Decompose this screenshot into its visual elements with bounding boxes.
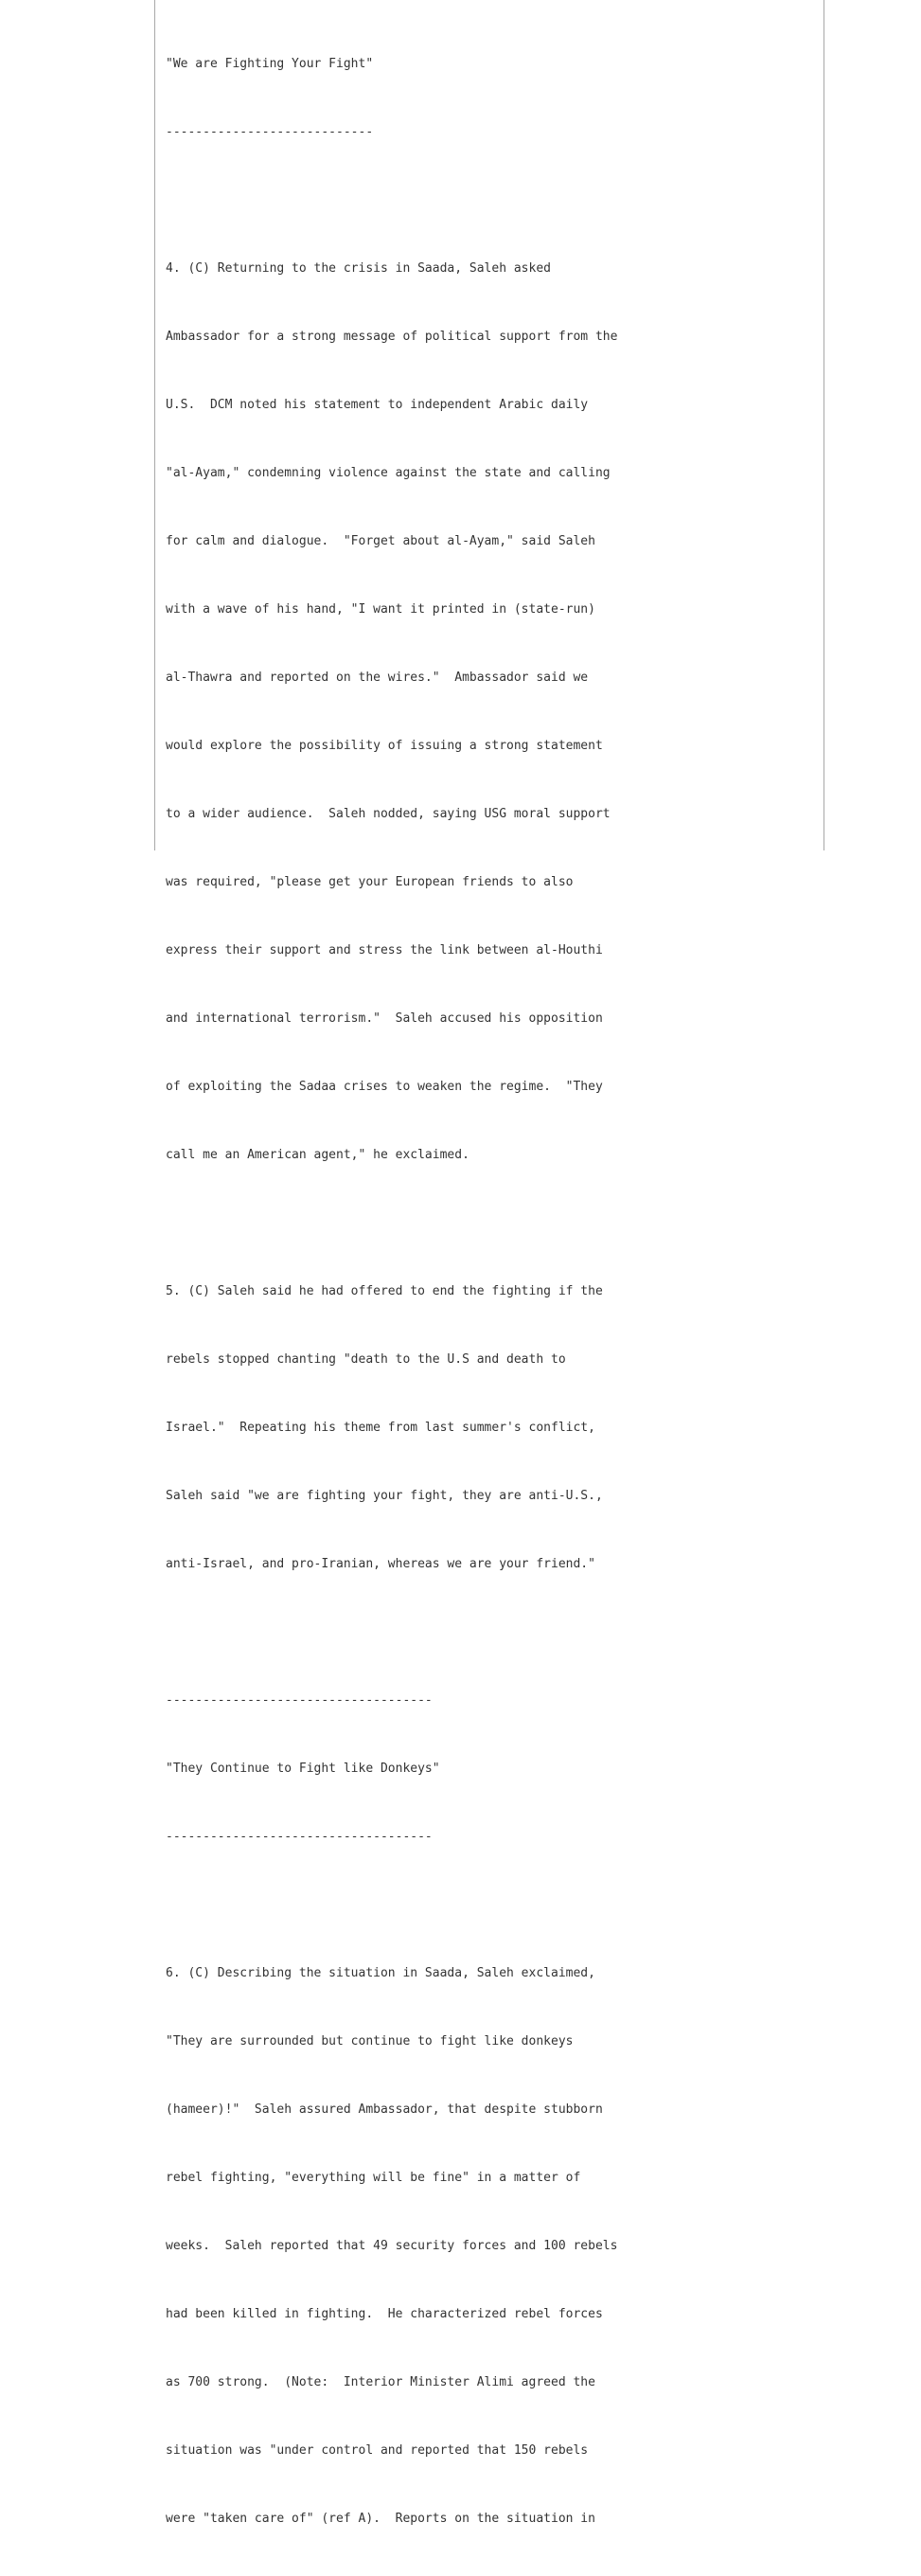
paragraph-4-line: to a wider audience. Saleh nodded, saying USG moral support [166,807,611,821]
paragraph-5-line: anti-Israel, and pro-Iranian, whereas we are your friend." [166,1557,595,1571]
blank-line [166,1894,617,1917]
paragraph-4-line: express their support and stress the link between al-Houthi [166,943,603,957]
paragraph-4-line: al-Thawra and reported on the wires." Ambassador said we [166,671,589,685]
paragraph-5-line: rebels stopped chanting "death to the U.S and death to [166,1352,566,1367]
paragraph-6-line: (hameer)!" Saleh assured Ambassador, that despite stubborn [166,2102,603,2117]
paragraph-4-line: and international terrorism." Saleh accused his opposition [166,1011,603,1026]
paragraph-6-line: as 700 strong. (Note: Interior Minister Alimi agreed the [166,2375,595,2389]
paragraph-5-line: Saleh said "we are fighting your fight, they are anti-U.S., [166,1489,603,1503]
document-page [154,0,824,2526]
blank-line [166,1621,617,1644]
paragraph-4-line: call me an American agent," he exclaimed. [166,1148,469,1162]
paragraph-6-line: "They are surrounded but continue to fight like donkeys [166,2034,574,2048]
heading-fighting-your-fight: "We are Fighting Your Fight" [166,57,374,71]
paragraph-4-line: 4. (C) Returning to the crisis in Saada, Saleh asked [166,261,551,276]
paragraph-6-line: rebel fighting, "everything will be fine" in a matter of [166,2171,581,2185]
heading-overline: ------------------------------------ [166,1693,433,1708]
paragraph-5-line: Israel." Repeating his theme from last summer's conflict, [166,1421,595,1435]
paragraph-4-line: was required, "please get your European friends to also [166,875,574,889]
paragraph-4-line: U.S. DCM noted his statement to independent Arabic daily [166,398,589,412]
paragraph-4-line: Ambassador for a strong message of political support from the [166,330,618,344]
paragraph-4-line: with a wave of his hand, "I want it printed in (state-run) [166,602,595,617]
blank-line [166,1212,617,1235]
paragraph-6-line: had been killed in fighting. He characterized rebel forces [166,2307,603,2321]
heading-underline: ------------------------------------ [166,1830,433,1844]
paragraph-6-line: were "taken care of" (ref A). Reports on the situation in [166,2512,595,2526]
paragraph-4-line: for calm and dialogue. "Forget about al-Ayam," said Saleh [166,534,595,548]
heading-underline: ---------------------------- [166,125,374,139]
paragraph-6-line: situation was "under control and reported that 150 rebels [166,2443,589,2458]
paragraph-5-line: 5. (C) Saleh said he had offered to end the fighting if the [166,1284,603,1298]
paragraph-4-line: "al-Ayam," condemning violence against the state and calling [166,466,611,480]
cable-text [166,8,617,2576]
paragraph-6-line: 6. (C) Describing the situation in Saada, Saleh exclaimed, [166,1966,595,1980]
paragraph-6-line: weeks. Saleh reported that 49 security forces and 100 rebels [166,2239,618,2253]
blank-line [166,189,617,212]
paragraph-4-line: of exploiting the Sadaa crises to weaken the regime. "They [166,1080,603,1094]
heading-fight-like-donkeys: "They Continue to Fight like Donkeys" [166,1762,440,1776]
paragraph-4-line: would explore the possibility of issuing a strong statement [166,739,603,753]
